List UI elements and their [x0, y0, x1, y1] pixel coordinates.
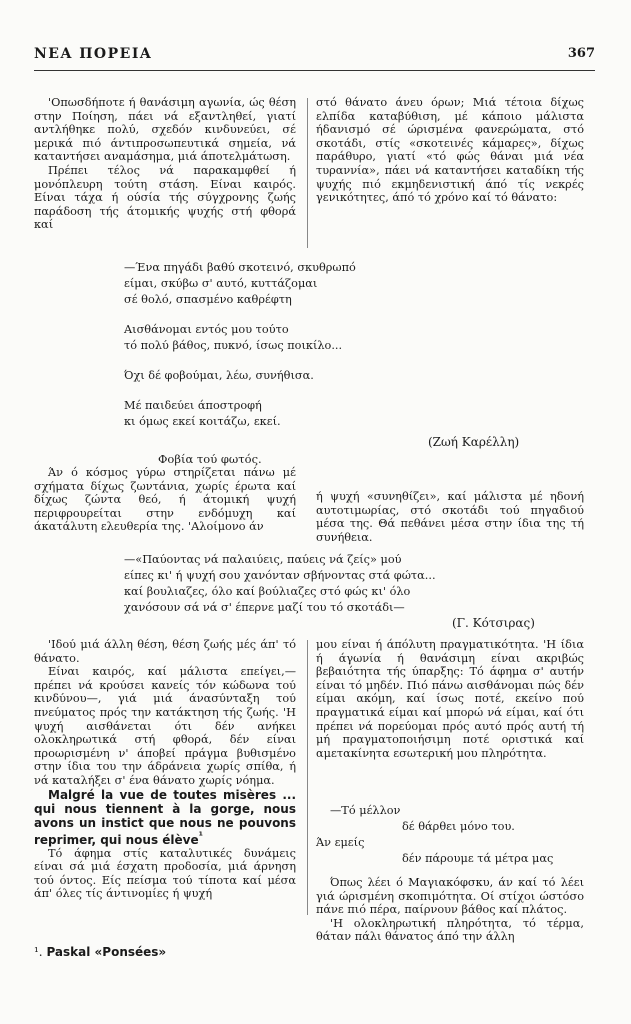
- page-number: 367: [567, 46, 595, 61]
- section2-left-column: [34, 466, 296, 534]
- poem-line: Αισθάνομαι εντός μου τούτο: [124, 323, 289, 336]
- section3-right-column-continued: [316, 876, 584, 944]
- poem-karelli: [124, 260, 356, 430]
- paragraph: Όπως λέει ό Μαγιακόφσκυ, άν καί τό λέει γιά ώρισμένη σκοπιμότητα. Οί στίχοι ώστόσο πάνε πιό πέρα, παίρνουν βάθος καί πλάτος.: [316, 876, 584, 917]
- paragraph: 'Ιδού μιά άλλη θέση, θέση ζωής μές άπ' τό θάνατο.: [34, 638, 296, 665]
- poem-line: καί βουλιαζες, όλο καί βούλιαζες στό φώς κι' όλο: [124, 585, 411, 598]
- poem-line: είμαι, σκύβω σ' αυτό, κυττάζομαι: [124, 277, 318, 290]
- paragraph: Τό άφημα στίς καταλυτικές δυνάμεις είναι σά μιά έσχατη προδοσία, μιά άρνηση τού όντος. Είς πείσμα τού τίποτα καί μέσα άπ' όλες τίς άντινομίες ή ψυχή: [34, 846, 296, 901]
- poem-mayakovsky: [316, 803, 584, 867]
- paragraph: Είναι καιρός, καί μάλιστα επείγει,— πρέπει νά κρούσει κανείς τόν κώδωνα τού κινδύνου—, γιά μιά άνασύνταξη τού πνεύματος πρός την κατάκτηση τής ζωής. 'Η ψυχή αισθάνεται ότι δέν ανήκει ολοκληρωτικά στή φθορά, δέν είναι προωρισμένη ν' άποβεί πράγμα βυθισμένο στην ίδια του την άδράνεια χωρίς σπίθα, ή νά καταλήξει σ' ένα θάνατο χωρίς νόημα.: [34, 665, 296, 787]
- poem-line: —Ένα πηγάδι βαθύ σκοτεινό, σκυθρωπό: [124, 261, 356, 274]
- section-title: Φοβία τού φωτός.: [158, 452, 262, 466]
- footnote-number: ¹.: [34, 945, 43, 959]
- poem-line: Μέ παιδεύει άποστροφή: [124, 399, 262, 412]
- footnote-mark: ¹: [198, 830, 204, 842]
- section1-right-column: [316, 96, 584, 205]
- poem-line: —Τό μέλλον: [330, 804, 401, 817]
- poem-attribution: (Γ. Κότσιρας): [452, 616, 535, 630]
- column-divider: [307, 640, 308, 915]
- header-rule: [34, 70, 595, 71]
- poem-kotsiras: [124, 552, 436, 616]
- poem-line: τό πολύ βάθος, πυκνό, ίσως ποικίλο...: [124, 339, 343, 352]
- poem-line: χανόσουν σά νά σ' έπερνε μαζί του τό σκοτάδι—: [124, 601, 405, 614]
- paragraph: 'Οπωσδήποτε ή θανάσιμη αγωνία, ώς θέση στην Ποίηση, πάει νά εξαντληθεί, γιατί αντλήθηκε πολύ, σχεδόν κινδυνεύει, σέ μερικά πιό άντιπροσωπευτικά σημεία, νά καταντήσει αναμάσημα, μιά άποτελμάτωση.: [34, 96, 296, 164]
- paragraph: στό θάνατο άνευ όρων; Μιά τέτοια δίχως ελπίδα καταβύθιση, μέ κάποιο μάλιστα ήδανισμό σέ ώρισμένα φανερώματα, στό σκοτάδι, στίς «σκοτεινές κάμαρες», δίχως παράθυρο, γιατί «τό φώς θάναι μιά νέα τυραννία», πάει νά καταντήσει καταδίκη τής ψυχής πιό εκμηδενιστική άπό τίς νεκρές γενικότητες, άπό τό χρόνο καί τό θάνατο:: [316, 96, 584, 205]
- poem-line: σέ θολό, σπασμένο καθρέφτη: [124, 293, 292, 306]
- paragraph: 'Η ολοκληρωτική πληρότητα, τό τέρμα, θάταν πάλι θάνατος άπό την άλλη: [316, 916, 584, 944]
- section3-right-column: [316, 638, 584, 760]
- section3-left-column: [34, 638, 296, 901]
- poem-line: Όχι δέ φοβούμαι, λέω, συνήθισα.: [124, 369, 314, 382]
- footnote-text: Paskal «Ponsées»: [46, 945, 167, 959]
- poem-line: δέ θάρθει μόνο του.: [402, 820, 515, 833]
- section1-left-column: [34, 96, 296, 232]
- french-quote-text: Malgré la vue de toutes misères ... qui nous tiennent à la gorge, nous avons un instict que nous ne pouvons reprimer, qui nous élève: [34, 787, 296, 847]
- section2-right-column: [316, 490, 584, 544]
- journal-title: ΝΕΑ ΠΟΡΕΙΑ: [34, 46, 153, 62]
- french-quote: [34, 788, 296, 847]
- paragraph: μου είναι ή άπόλυτη πραγματικότητα. 'Η ίδια ή άγωνία ή θανάσιμη είναι ακριβώς βεβαιότητα τής ύπαρξης: Τό άφημα σ' αυτήν είναι τό μηδέν. Πιό πάνω αισθάνομαι πώς δέν είμαι ακόμη, καί ίσως ποτέ, εκείνο πού πραγματικά είμαι καί μπορώ νά είμαι, καί ότι πρέπει νά πορεύομαι πρός αυτό πρός αυτή τή μή πραγματοποιήσιμη ποτέ οριστικά καί αμετακίνητα εσωτερική μου πληρότητα.: [316, 638, 584, 760]
- paragraph: ή ψυχή «συνηθίζει», καί μάλιστα μέ ηδονή αυτοτιμωρίας, στό σκοτάδι τού πηγαδιού μέσα της. Θά πεθάνει μέσα στην ίδια της τή συνήθεια.: [316, 490, 584, 544]
- running-header: [34, 46, 595, 68]
- poem-line: δέν πάρουμε τά μέτρα μας: [402, 852, 554, 865]
- poem-line: Άν εμείς: [316, 836, 365, 849]
- poem-line: κι όμως εκεί κοιτάζω, εκεί.: [124, 415, 281, 428]
- poem-attribution: (Ζωή Καρέλλη): [428, 435, 520, 449]
- column-divider: [307, 98, 308, 248]
- paragraph: Άν ό κόσμος γύρω στηρίζεται πάνω μέ σχήματα δίχως ζωντάνια, χωρίς έρωτα καί δίχως ζώντα θεό, ή άτομική ψυχή περιφρουρείται στην ενδόμυχη καί άκατάλυτη ελευθερία της. 'Αλοίμονο άν: [34, 466, 296, 534]
- poem-line: —«Παύοντας νά παλαιύεις, παύεις νά ζείς» μού: [124, 553, 402, 566]
- poem-line: είπες κι' ή ψυχή σου χανόνταν σβήνοντας στά φώτα...: [124, 569, 436, 582]
- paragraph: Πρέπει τέλος νά παρακαμφθεί ή μονόπλευρη τούτη στάση. Είναι καιρός. Είναι τάχα ή ούσία τής σύγχρονης ζωής παράδοση τής άτομικής ψυχής στή φθορά καί: [34, 163, 296, 232]
- footnote: [34, 945, 166, 959]
